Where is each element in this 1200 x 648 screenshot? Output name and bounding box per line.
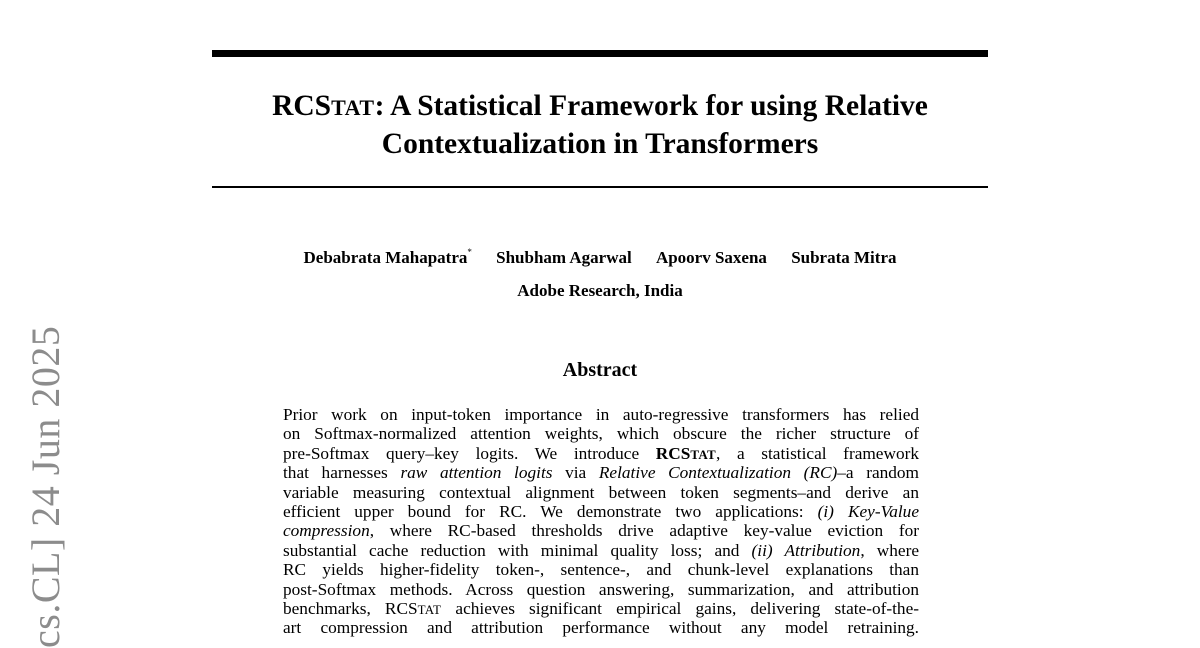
author-2: Shubham Agarwal	[496, 248, 632, 267]
abstract-line: variable measuring contextual alignment between token segments–and derive an	[283, 482, 919, 502]
title-rc: RCS	[272, 90, 332, 122]
abstract-line: that harnesses raw attention logits via Relative Contextualization (RC)–a random	[283, 463, 919, 483]
title-line-2: Contextualization in Transformers	[381, 128, 819, 160]
title-line-1	[272, 90, 928, 122]
method-name-stat: TAT	[690, 446, 717, 462]
abstract-line: on Softmax-normalized attention weights, which obscure the richer structure of	[283, 424, 919, 444]
title-top-rule	[212, 50, 988, 57]
abstract-line: benchmarks, RCSTAT achieves significant empirical gains, delivering state-of-the-	[283, 598, 919, 618]
author-list	[212, 241, 988, 269]
abstract-line: post-Softmax methods. Across question answering, summarization, and attribution	[283, 579, 919, 599]
abstract-line: Prior work on input-token importance in auto-regressive transformers has relied	[283, 405, 919, 424]
abstract-line: efficient upper bound for RC. We demonstrate two applications: (i) Key-Value	[283, 501, 919, 521]
title-line1-rest: : A Statistical Framework for using Relative	[374, 90, 928, 122]
title-stat-smallcaps: TAT	[331, 95, 375, 120]
method-name-rc: RCS	[655, 443, 691, 463]
abstract-body	[283, 405, 919, 638]
author-4: Subrata Mitra	[791, 248, 897, 267]
author-1: Debabrata Mahapatra*	[303, 247, 472, 267]
affiliation: Adobe Research, India	[517, 281, 683, 300]
author-1-footnote-mark: *	[467, 247, 472, 257]
abstract-line: art compression and attribution performance without any model retraining.	[283, 618, 919, 638]
abstract-line: RC yields higher-fidelity token-, sentence-, and chunk-level explanations than	[283, 560, 919, 580]
abstract-line: substantial cache reduction with minimal quality loss; and (ii) Attribution, where	[283, 540, 919, 560]
abstract-line: pre-Softmax query–key logits. We introduce RCSTAT, a statistical framework	[283, 443, 919, 463]
arxiv-stamp: cs.CL] 24 Jun 2025	[23, 325, 68, 648]
title-bottom-rule	[212, 186, 988, 188]
paper-title	[212, 88, 988, 163]
abstract-line: compression, where RC-based thresholds drive adaptive key-value eviction for	[283, 521, 919, 541]
author-3: Apoorv Saxena	[655, 248, 767, 267]
abstract-heading: Abstract	[562, 359, 638, 381]
